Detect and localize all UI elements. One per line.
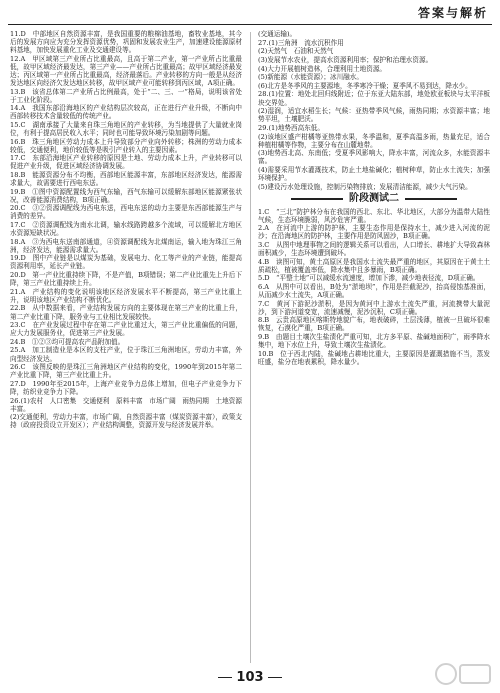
footer-dash-right [268, 677, 282, 678]
answer-entry: 13.B 该省总体第二产业所占比例最高，处于“二、三、一”格局，说明该省处于工业化阶段。 [10, 87, 242, 104]
answer-entry: (2)天然气 石油和天然气 [258, 47, 334, 56]
answer-entry: (2)该地区盛产柑橘等亚热带水果，冬季温和，夏季高温多雨，热量充足，适合种植柑橘等作物，主要分布在山麓地带。 [258, 132, 490, 149]
answer-entry: 9.B 由题目土壤次生盐渍化严重可知，北方多平原、盐碱地面积广，雨季降水集中，地下水位上升，导致土壤次生盐渍化。 [258, 333, 490, 350]
answer-entry: (3)发展节水农业，提高水资源利用率；保护和治理水资源。 [258, 55, 433, 64]
answer-entry: 10.B 位于西北内陆，盐碱地占耕地比重大，主要原因是灌溉措施不当，蒸发旺盛，盐分在地表累积，降水量少。 [258, 349, 490, 366]
answer-entry: 5.D “平整土地”可以减缓水流速度，增加下渗，减少地表径流，D项正确。 [258, 274, 480, 283]
answer-entry: 22.B 从中数据来看，产业结构发展方向的主要体现在第三产业的比重上升，第二产业比重下降，服务业与工业相比发展较快。 [10, 304, 242, 321]
answer-entry: 11.D 中部地区自然资源丰富，是我国重要的粮棉油基地，畜牧业基地，其今后的发展方向应为充分发挥资源优势，巩固和发展农业生产，加速建设能源原材料基地，加快发展重化工业及交通建设等。 [10, 30, 242, 55]
answer-entry: (4)需要采用节水灌溉技术，防止土地盐碱化；植树种草，防止水土流失；加强环境保护。 [258, 165, 490, 182]
column-divider [250, 32, 251, 663]
answer-entry: 20.D 第一产业比重持续下降，不是产值，B项错误；第二产业比重先上升后下降，第三产业比重持续上升。 [10, 271, 242, 288]
answer-entry: 27.D 1990年至2015年，上海产业竞争力总体上增加，但电子产业竞争力下降，纺织业竞争力下降。 [10, 379, 242, 396]
answer-entry: (3)地势西北高、东南低；受夏季风影响大，降水丰富，河流众多，水能资源丰富。 [258, 149, 490, 166]
answer-entry: 18.B 能源资源分布不均衡，西部地区能源丰富，东部地区经济发达，能源需求量大，故需要进行西电东送。 [10, 170, 242, 187]
answer-entry: 17.C ②资源调配线为南水北调，输水线路跨越多个流域，可以缓解北方地区水资源短缺状况。 [10, 221, 242, 238]
page-header-title: 答案与解析 [417, 6, 488, 20]
answer-entry: 6.A 从图中可以看出，B处为“淤地坝”，作用是拦截泥沙，抬高侵蚀基准面，从而减少水土流失，A项正确。 [258, 283, 490, 300]
section-title-text: 阶段测试二 [349, 192, 399, 204]
answer-entry: 19.B ①图中资源配置线为西气东输，西气东输可以缓解东部地区能源紧张状况，改善能源消费结构，B项正确。 [10, 187, 242, 204]
answer-entry: 4.B 读图可知，黄土高原区是我国水土流失最严重的地区，其原因在于黄土土质疏松，植被覆盖率低，降水集中且多暴雨，B项正确。 [258, 257, 490, 274]
right-column [258, 30, 490, 366]
left-column [10, 30, 242, 430]
page-footer [0, 670, 500, 685]
answer-entry: 26.C 该图反映的是珠江三角洲地区产业结构的变化，1990年到2015年第二产业比重下降，第三产业比重上升。 [10, 363, 242, 380]
answer-entry: 7.C 黄河下游泥沙淤积，是因为黄河中上游水土流失严重，河流携带大量泥沙，到下游河道变宽，流速减慢，泥沙沉积，C项正确。 [258, 299, 490, 316]
answer-entry: 2.A 在河流中上游的防护林，主要生态作用是保持水土，减少进入河流的泥沙；在沿海地区的防护林，主要作用是防风固沙，B项正确。 [258, 224, 490, 241]
answer-entry: 1.C “三北”防护林分布在我国的西北、东北、华北地区，大部分为温带大陆性气候，生态环境脆弱，风沙危害严重。 [258, 207, 490, 224]
answer-entry: 28.(1)位置：地处北回归线附近；位于东亚大陆东部，地处欧亚板块与太平洋板块交界处。 [258, 90, 490, 107]
answer-entry: 23.C 在产业发展过程中存在第二产业比重过大，第三产业比重偏低的问题，应大力发展服务业，促进第三产业发展。 [10, 321, 242, 338]
answer-entry: 26.(1)农村 人口密集 交通便利 原料丰富 市场广阔 雨热同期 土地资源丰富。 [10, 396, 242, 413]
answer-entry: 12.A 甲区域第三产业所占比重最高，且高于第二产业，第一产业所占比重最低，故甲区域经济最发达，第三产业——产业所占比重最高；故甲区域经济最发达；丙区域第一产业所占比重最高，经济最落后。产业转移的方向一般是从经济发达地区向经济欠发达地区转移，故甲区域产业可能转移到丙区域，A项正确。 [10, 54, 242, 87]
answer-entry: 24.B ①②③均可提高农产品附加值。 [10, 337, 125, 346]
answer-entry: (6)北方是冬季风的主要源地，冬季寒冷干燥；夏季风不易到达，降水少。 [258, 81, 472, 90]
answer-entry: (2)湿润，适宜水稻生长；气候：亚热带季风气候，雨热同期；水资源丰富；地势平坦，土壤肥沃。 [258, 107, 490, 124]
answer-entry: 21.A 产业结构的变化说明该地区经济发展水平不断提高，第三产业比重上升，说明该地区产业结构不断优化。 [10, 287, 242, 304]
answer-entry: 15.C 湖南承接了大量来自珠三角地区的产业转移，为当地提供了大量就业岗位，有利于提高居民收入水平；同时也可能导致环境污染加剧等问题。 [10, 120, 242, 137]
answer-entry: 29.(1)地势西高东低。 [258, 123, 324, 132]
title-rule-right [405, 198, 457, 200]
answer-entry: 20.C ③②资源调配线为西电东送，西电东送的动力主要是东西部能源生产与消费的差异。 [10, 204, 242, 221]
answer-entry: (4)大力开展植树造林，合理利用土地资源。 [258, 64, 387, 73]
page-header [0, 0, 500, 28]
section-title [258, 192, 490, 204]
answer-entry: (5)建设污水处理设施，控制污染物排放；发展清洁能源，减少大气污染。 [258, 182, 472, 191]
answer-entry: 27.(1)三角洲 流水沉积作用 [258, 38, 344, 47]
title-rule-left [291, 198, 343, 200]
answer-entry: (5)新能源（水能资源）；冰川融水。 [258, 73, 363, 82]
answer-entry: 25.A 加工制造业是本区的支柱产业，位于珠江三角洲地区，劳动力丰富，外向型经济发达。 [10, 346, 242, 363]
answer-entry: 16.B 珠三角地区劳动力成本上升导致部分产业向外转移；株洲的劳动力成本较低，交通便利，地价较低等是吸引产业转入的主要因素。 [10, 137, 242, 154]
footer-dash-left [218, 677, 232, 678]
answer-entry: (2)交通便利，劳动力丰富，市场广阔，自然资源丰富（煤炭资源丰富），政策支持（政府投资设立开发区）；产业结构调整，资源开发与经济发展并举。 [10, 413, 242, 430]
answer-entry: 18.A ③为西电东送南部通道，④资源调配线为北煤南运，输入地为珠江三角洲，经济发达，能源需求量大。 [10, 237, 242, 254]
answer-entry: 19.D 图中产业链是以煤炭为基础，发展电力、化工等产业的产业链，能提高资源利用率，延长产业链。 [10, 254, 242, 271]
answer-entry: 17.C 东部沿海地区产业转移的原因是土地、劳动力成本上升，产业转移可以促进产业升级，促进区域经济协调发展。 [10, 154, 242, 171]
page-number: 103 [236, 670, 264, 685]
header-rule [8, 24, 492, 25]
answer-entry: 8.B 云贵高原地区喀斯特地貌广布，地表破碎，土层浅薄，植被一旦破坏很难恢复，石漠化严重，B项正确。 [258, 316, 490, 333]
watermark-stamp-icon [434, 659, 494, 689]
answer-entry: 14.A 我国东部沿海地区的产业结构层次较高，正在进行产业升级，不断向中西部转移技术含量较低的传统产业。 [10, 104, 242, 121]
answer-entry: 3.C 从图中地理事物之间的逻辑关系可以看出，人口增长、耕地扩大导致森林面积减少，生态环境遭到破坏。 [258, 241, 490, 258]
answer-entry: (交通运输)。 [258, 30, 297, 38]
